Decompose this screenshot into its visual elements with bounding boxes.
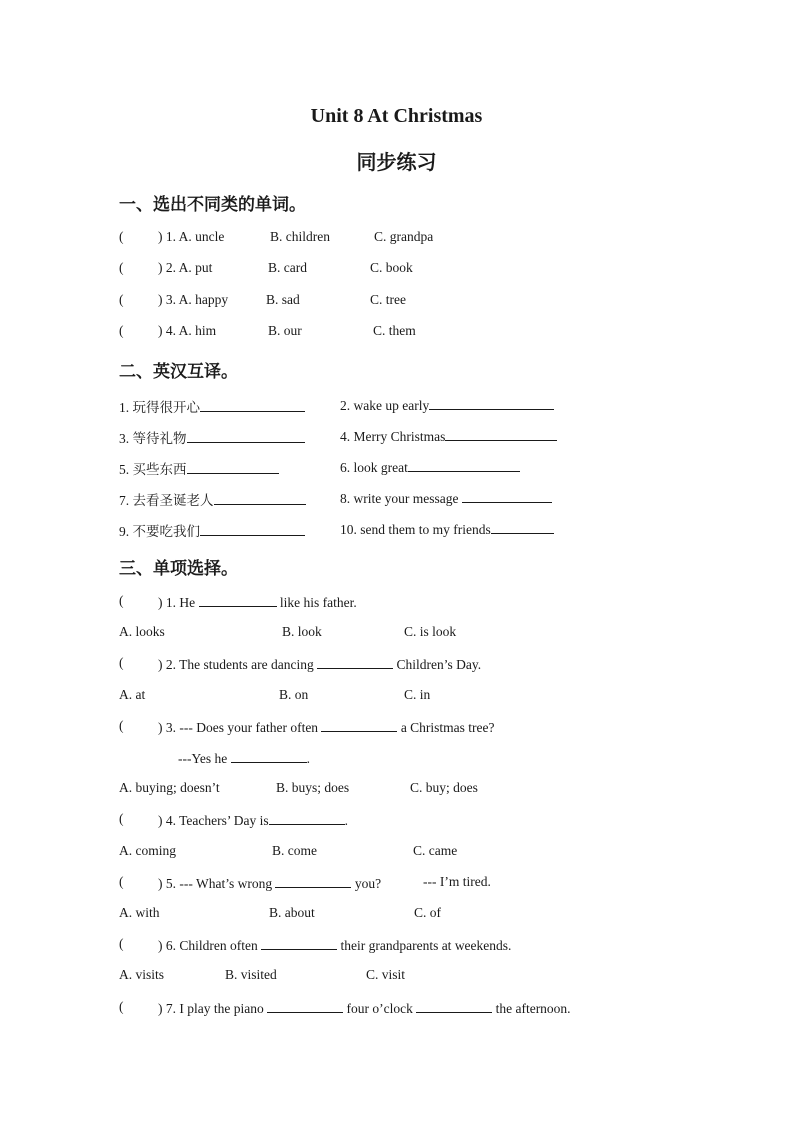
- answer-paren[interactable]: (: [119, 999, 124, 1014]
- translation-item: [119, 396, 305, 416]
- question-text: their grandparents at weekends.: [337, 938, 512, 953]
- option-b: B. sad: [266, 292, 300, 307]
- answer-paren[interactable]: (: [119, 936, 124, 951]
- answer-paren[interactable]: (: [119, 655, 124, 670]
- option-c[interactable]: C. visit: [366, 967, 406, 982]
- answer-blank[interactable]: [408, 458, 520, 472]
- question-text: ) 7. I play the piano: [158, 1001, 268, 1016]
- question-option-a: ) 1. A. uncle: [158, 229, 225, 244]
- answer-blank[interactable]: [231, 749, 307, 763]
- answer-blank[interactable]: [199, 593, 277, 607]
- question-option-a: ) 2. A. put: [158, 260, 213, 275]
- item-text: 5. 买些东西: [119, 462, 187, 477]
- answer-blank[interactable]: [200, 522, 305, 536]
- item-text: 2. wake up early: [340, 398, 430, 413]
- option-a[interactable]: A. coming: [119, 843, 176, 858]
- item-text: 6. look great: [340, 460, 408, 475]
- question-text: ---Yes he: [178, 751, 231, 766]
- answer-paren[interactable]: (: [119, 593, 124, 608]
- answer-blank[interactable]: [261, 936, 337, 950]
- answer-paren[interactable]: (: [119, 292, 124, 307]
- option-a[interactable]: A. visits: [119, 967, 165, 982]
- question-3: [158, 718, 495, 736]
- answer-blank[interactable]: [187, 429, 305, 443]
- answer-paren[interactable]: (: [119, 718, 124, 733]
- answer-paren[interactable]: (: [119, 229, 124, 244]
- item-text: 3. 等待礼物: [119, 431, 187, 446]
- section-heading-2: 二、英汉互译。: [119, 362, 238, 381]
- question-text: ) 6. Children often: [158, 938, 262, 953]
- answer-blank[interactable]: [275, 874, 351, 888]
- translation-item: [119, 520, 305, 540]
- option-b[interactable]: B. about: [269, 905, 315, 920]
- option-c[interactable]: C. came: [413, 843, 458, 858]
- question-option-a: ) 3. A. happy: [158, 292, 229, 307]
- item-text: 7. 去看圣诞老人: [119, 493, 214, 508]
- answer-blank[interactable]: [429, 396, 554, 410]
- question-5: [158, 874, 381, 892]
- option-c: C. tree: [370, 292, 406, 307]
- question-6: [158, 936, 511, 954]
- answer-blank[interactable]: [267, 999, 343, 1013]
- answer-blank[interactable]: [269, 811, 345, 825]
- option-b[interactable]: B. visited: [225, 967, 277, 982]
- question-text: ) 1. He: [158, 595, 199, 610]
- question-text: the afternoon.: [492, 1001, 571, 1016]
- option-b: B. our: [268, 323, 302, 338]
- translation-item: [340, 489, 552, 507]
- item-text: 8. write your message: [340, 491, 462, 506]
- answer-blank[interactable]: [187, 460, 279, 474]
- question-text: .: [306, 751, 310, 766]
- question-text: .: [344, 813, 349, 828]
- page-title: Unit 8 At Christmas: [310, 105, 483, 127]
- question-option-a: ) 4. A. him: [158, 323, 217, 338]
- answer-blank[interactable]: [416, 999, 492, 1013]
- question-text: ) 3. --- Does your father often: [158, 720, 322, 735]
- answer-paren[interactable]: (: [119, 811, 124, 826]
- answer-blank[interactable]: [214, 491, 306, 505]
- question-1: [158, 593, 357, 611]
- option-b[interactable]: B. on: [279, 687, 309, 702]
- answer-blank[interactable]: [462, 489, 552, 503]
- item-text: 4. Merry Christmas: [340, 429, 446, 444]
- question-text: four o’clock: [343, 1001, 417, 1016]
- option-b: B. card: [268, 260, 307, 275]
- translation-item: [340, 520, 554, 538]
- item-text: 1. 玩得很开心: [119, 400, 200, 415]
- question-text: a Christmas tree?: [397, 720, 495, 735]
- option-c[interactable]: C. is look: [404, 624, 457, 639]
- translation-item: [340, 427, 557, 445]
- page-subtitle: 同步练习: [356, 152, 437, 174]
- option-b: B. children: [270, 229, 330, 244]
- question-text: like his father.: [276, 595, 357, 610]
- question-4: [158, 811, 348, 829]
- question-5-reply: --- I’m tired.: [423, 874, 491, 889]
- item-text: 9. 不要吃我们: [119, 524, 200, 539]
- answer-paren[interactable]: (: [119, 260, 124, 275]
- option-b[interactable]: B. look: [282, 624, 322, 639]
- option-a[interactable]: A. buying; doesn’t: [119, 780, 220, 795]
- option-a[interactable]: A. looks: [119, 624, 165, 639]
- translation-item: [119, 427, 305, 447]
- translation-item: [119, 489, 306, 509]
- answer-paren[interactable]: (: [119, 874, 124, 889]
- question-text: ) 2. The students are dancing: [158, 657, 318, 672]
- option-c: C. them: [373, 323, 416, 338]
- option-a[interactable]: A. with: [119, 905, 160, 920]
- option-a[interactable]: A. at: [119, 687, 146, 702]
- question-3-reply: [178, 749, 310, 767]
- item-text: 10. send them to my friends: [340, 522, 491, 537]
- answer-blank[interactable]: [200, 398, 305, 412]
- option-c: C. grandpa: [374, 229, 434, 244]
- question-text: you?: [351, 876, 382, 891]
- answer-blank[interactable]: [321, 718, 397, 732]
- answer-blank[interactable]: [445, 427, 557, 441]
- question-2: [158, 655, 481, 673]
- question-text: ) 5. --- What’s wrong: [158, 876, 276, 891]
- option-b[interactable]: B. come: [272, 843, 317, 858]
- option-b[interactable]: B. buys; does: [276, 780, 350, 795]
- question-7: [158, 999, 571, 1017]
- option-c[interactable]: C. buy; does: [410, 780, 478, 795]
- section-heading-3: 三、单项选择。: [119, 559, 238, 578]
- translation-item: [340, 458, 520, 476]
- option-c[interactable]: C. in: [404, 687, 431, 702]
- translation-item: [340, 396, 554, 414]
- option-c: C. book: [370, 260, 413, 275]
- answer-blank[interactable]: [317, 655, 393, 669]
- question-text: ) 4. Teachers’ Day is: [158, 813, 269, 828]
- section-heading-1: 一、选出不同类的单词。: [119, 195, 306, 214]
- question-text: Children’s Day.: [393, 657, 482, 672]
- option-c[interactable]: C. of: [414, 905, 441, 920]
- answer-blank[interactable]: [491, 520, 554, 534]
- answer-paren[interactable]: (: [119, 323, 124, 338]
- translation-item: [119, 458, 279, 478]
